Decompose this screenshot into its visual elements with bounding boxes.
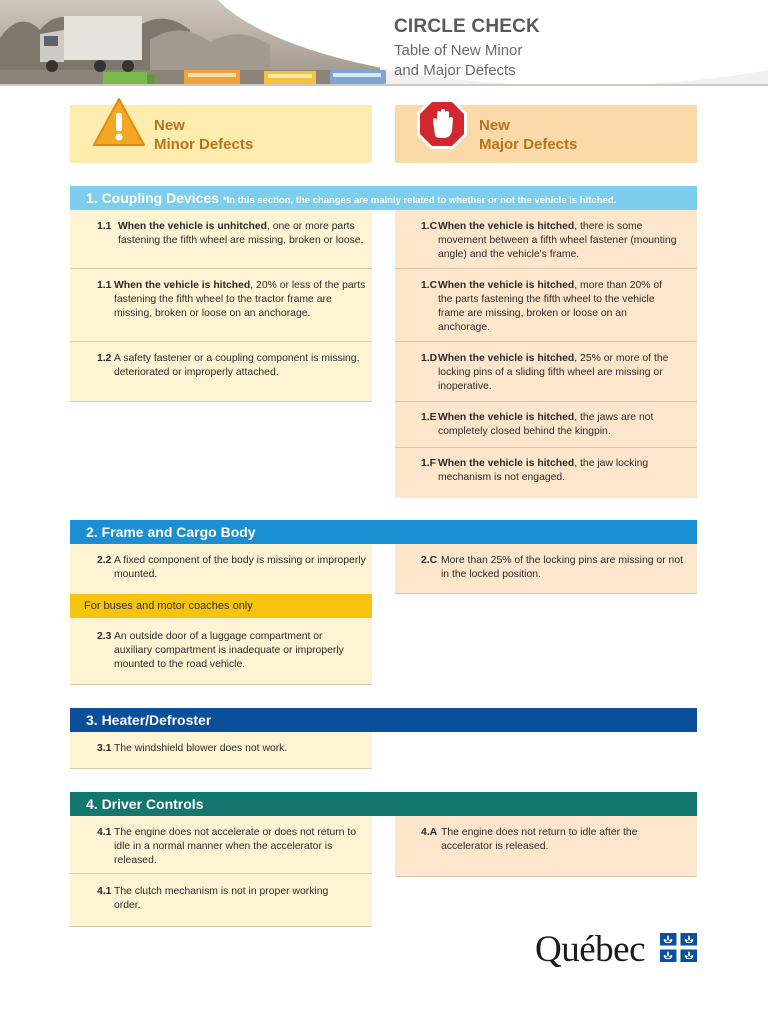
- defect-code: 1.C: [421, 280, 438, 291]
- row-divider: [395, 401, 697, 402]
- defect-text: [441, 554, 685, 582]
- defect-text: [438, 279, 678, 335]
- row-divider: [395, 341, 697, 342]
- section-title: 3. Heater/Defroster: [86, 712, 212, 728]
- buses-subheading: For buses and motor coaches only: [70, 594, 372, 618]
- subtitle-line-1: Table of New Minor: [394, 42, 523, 59]
- row-divider: [395, 447, 697, 448]
- section-title: 1. Coupling Devices: [86, 190, 220, 206]
- defect-description: , the jaw locking mechanism is not engaged.: [438, 458, 649, 483]
- defect-text: [114, 352, 366, 380]
- minor-defects-header: [70, 105, 372, 163]
- page-subtitle: [394, 41, 654, 81]
- defect-text: [438, 457, 682, 485]
- major-label-line-1: New: [479, 117, 510, 134]
- defect-text: [441, 826, 661, 854]
- major-defects-label: [479, 116, 577, 154]
- defect-description: , the jaws are not completely closed behind the kingpin.: [438, 412, 654, 437]
- defect-code: 1.C: [421, 221, 438, 232]
- major-label-line-2: Major Defects: [479, 136, 578, 153]
- row-divider: [70, 401, 372, 402]
- stop-hand-icon: [415, 97, 469, 151]
- defect-description: , more than 20% of the parts fastening the fifth wheel to the vehicle frame are missing, broken or loose on an anchorage.: [438, 280, 663, 333]
- defect-condition: When the vehicle is hitched: [114, 280, 251, 291]
- defect-text: [114, 885, 334, 913]
- warning-triangle-icon: [92, 97, 146, 149]
- defect-code: 1.D: [421, 353, 438, 364]
- defect-description: More than 25% of the locking pins are missing or not in the locked position.: [441, 555, 683, 580]
- row-divider: [395, 593, 697, 594]
- defect-description: The clutch mechanism is not in proper working order.: [114, 886, 329, 911]
- row-divider: [70, 926, 372, 927]
- defect-code: 2.3: [97, 631, 112, 642]
- header-banner: [0, 0, 768, 86]
- row-divider: [70, 268, 372, 269]
- page-title: CIRCLE CHECK: [394, 16, 540, 37]
- defect-code: 2.C: [421, 555, 438, 566]
- row-divider: [70, 873, 372, 874]
- defect-description: A fixed component of the body is missing or improperly mounted.: [114, 555, 366, 580]
- defect-text: [438, 411, 682, 439]
- major-defects-header: [395, 105, 697, 163]
- section-note: *In this section, the changes are mainly related to whether or not the vehicle is hitched.: [222, 195, 617, 206]
- section-title: 4. Driver Controls: [86, 796, 204, 812]
- minor-label-line-1: New: [154, 117, 185, 134]
- defect-code: 4.1: [97, 886, 112, 897]
- defect-description: , one or more parts fastening the fifth wheel are missing, broken or loose.: [118, 221, 364, 246]
- defect-text: [114, 630, 350, 672]
- defect-code: 4.A: [421, 827, 438, 838]
- defect-code: 1.1: [97, 280, 112, 291]
- defect-code: 2.2: [97, 555, 112, 566]
- row-divider: [70, 768, 372, 769]
- subtitle-line-2: and Major Defects: [394, 62, 516, 79]
- defect-text: [114, 279, 366, 321]
- row-divider: [70, 341, 372, 342]
- fleur-de-lis-flag-icon: [660, 933, 697, 962]
- defect-code: 4.1: [97, 827, 112, 838]
- defect-condition: When the vehicle is hitched: [438, 353, 575, 364]
- minor-label-line-2: Minor Defects: [154, 136, 254, 153]
- defect-text: [114, 742, 366, 756]
- banner-divider: [0, 84, 768, 86]
- defect-text: [438, 220, 688, 262]
- defect-condition: When the vehicle is hitched: [438, 458, 575, 469]
- defect-condition: When the vehicle is hitched: [438, 280, 575, 291]
- defect-description: The windshield blower does not work.: [114, 743, 288, 754]
- defect-condition: When the vehicle is hitched: [438, 221, 575, 232]
- defect-code: 1.2: [97, 353, 112, 364]
- section-coupling-devices: [70, 186, 697, 210]
- defect-description: , 20% or less of the parts fastening the fifth wheel to the tractor frame are missing, broken or loose on an anchorage.: [114, 280, 366, 319]
- defect-code: 3.1: [97, 743, 112, 754]
- defect-description: The engine does not accelerate or does not return to idle in a normal manner when the accelerator is released.: [114, 827, 357, 866]
- defect-description: , there is some movement between a fifth wheel fastener (mounting angle) and the vehicle's frame.: [438, 221, 677, 260]
- row-divider: [395, 876, 697, 877]
- section-heater-defroster: [70, 708, 697, 732]
- defect-condition: When the vehicle is hitched: [438, 412, 575, 423]
- defect-text: [438, 352, 682, 394]
- section-driver-controls: [70, 792, 697, 816]
- quebec-wordmark: Québec: [535, 929, 645, 970]
- defect-code: 1.1: [97, 221, 112, 232]
- defect-code: 1.F: [421, 458, 437, 469]
- defect-description: A safety fastener or a coupling component is missing, deteriorated or improperly attached.: [114, 353, 360, 378]
- defect-description: , 25% or more of the locking pins of a sliding fifth wheel are missing or inoperative.: [438, 353, 669, 392]
- section-title: 2. Frame and Cargo Body: [86, 524, 256, 540]
- minor-defects-label: [154, 116, 253, 154]
- section-frame-cargo-body: [70, 520, 697, 544]
- defect-description: The engine does not return to idle after the accelerator is released.: [441, 827, 638, 852]
- defect-description: An outside door of a luggage compartment or auxiliary compartment is inadequate or improperly mounted to the road vehicle.: [114, 631, 344, 670]
- defect-code: 1.E: [421, 412, 437, 423]
- row-divider: [395, 268, 697, 269]
- defect-condition: When the vehicle is unhitched: [118, 221, 267, 232]
- row-divider: [70, 684, 372, 685]
- defect-text: [118, 220, 366, 248]
- defect-text: [114, 554, 366, 582]
- defect-text: [114, 826, 366, 868]
